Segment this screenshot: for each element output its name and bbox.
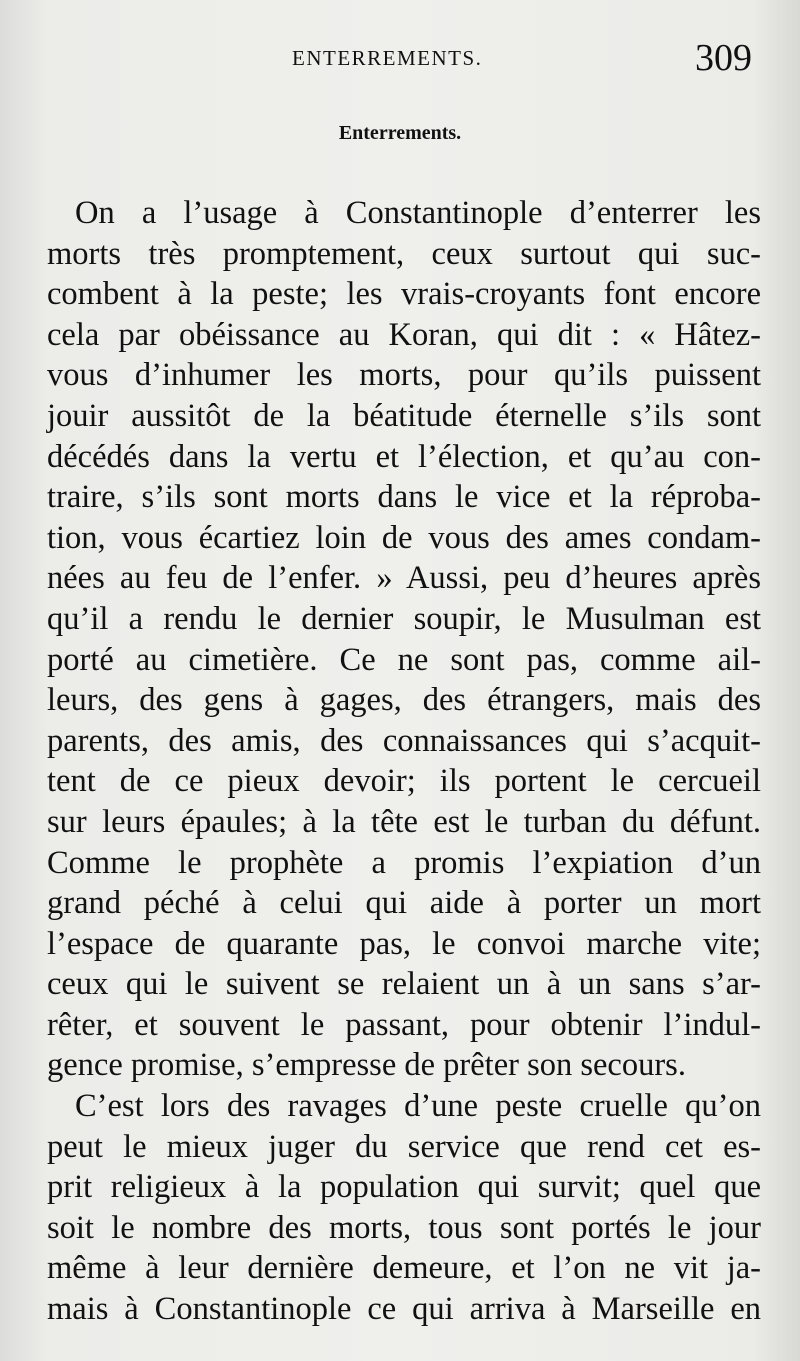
text-line: On a l’usage à Constantinople d’enterrer les	[75, 195, 761, 231]
text-line: gence promise, s’empresse de prêter son secours.	[47, 1047, 686, 1084]
running-head	[0, 37, 800, 80]
text-line: rêter, et souvent le passant, pour obtenir l’indul-	[47, 1006, 761, 1043]
text-line: porté au cimetière. Ce ne sont pas, comme ail-	[47, 641, 761, 678]
text-line: l’espace de quarante pas, le convoi marche vite;	[47, 925, 761, 962]
body-text	[47, 193, 761, 1330]
text-line: sur leurs épaules; à la tête est le turban du défunt.	[47, 803, 761, 840]
paragraph-1	[47, 193, 761, 1086]
text-line: combent à la peste; les vrais-croyants font encore	[47, 276, 761, 313]
text-line: décédés dans la vertu et l’élection, et qu’au con-	[47, 438, 761, 475]
text-line: soit le nombre des morts, tous sont portés le jour	[47, 1209, 761, 1246]
text-line: C’est lors des ravages d’une peste cruelle qu’on	[75, 1088, 761, 1125]
text-line: leurs, des gens à gages, des étrangers, mais des	[47, 682, 761, 719]
text-line: prit religieux à la population qui survit; quel que	[47, 1169, 761, 1206]
text-line: Comme le prophète a promis l’expiation d’un	[47, 844, 761, 881]
text-line: peut le mieux juger du service que rend cet es-	[47, 1128, 761, 1165]
text-line: tion, vous écartiez loin de vous des ames condam-	[47, 519, 761, 556]
section-title: Enterrements.	[338, 122, 462, 144]
text-line: mais à Constantinople ce qui arriva à Marseille en	[47, 1291, 761, 1328]
text-line: traire, s’ils sont morts dans le vice et la réproba-	[47, 479, 761, 516]
running-title: ENTERREMENTS.	[292, 46, 483, 70]
text-line: jouir aussitôt de la béatitude éternelle s’ils sont	[47, 397, 761, 434]
text-line: morts très promptement, ceux surtout qui suc-	[47, 235, 761, 272]
text-line: tent de ce pieux devoir; ils portent le cercueil	[47, 763, 761, 800]
page-number: 309	[695, 37, 752, 79]
text-line: ceux qui le suivent se relaient un à un sans s’ar-	[47, 966, 761, 1003]
text-line: nées au feu de l’enfer. » Aussi, peu d’heures après	[47, 560, 761, 597]
text-line: même à leur dernière demeure, et l’on ne vit ja-	[47, 1250, 761, 1287]
text-line: cela par obéissance au Koran, qui dit : « Hâtez-	[47, 316, 761, 353]
text-line: qu’il a rendu le dernier soupir, le Musulman est	[47, 600, 761, 637]
text-line: vous d’inhumer les morts, pour qu’ils puissent	[47, 357, 761, 394]
text-line: grand péché à celui qui aide à porter un mort	[47, 885, 761, 922]
text-line: parents, des amis, des connaissances qui s’acquit-	[47, 722, 761, 759]
paragraph-2	[47, 1086, 761, 1330]
